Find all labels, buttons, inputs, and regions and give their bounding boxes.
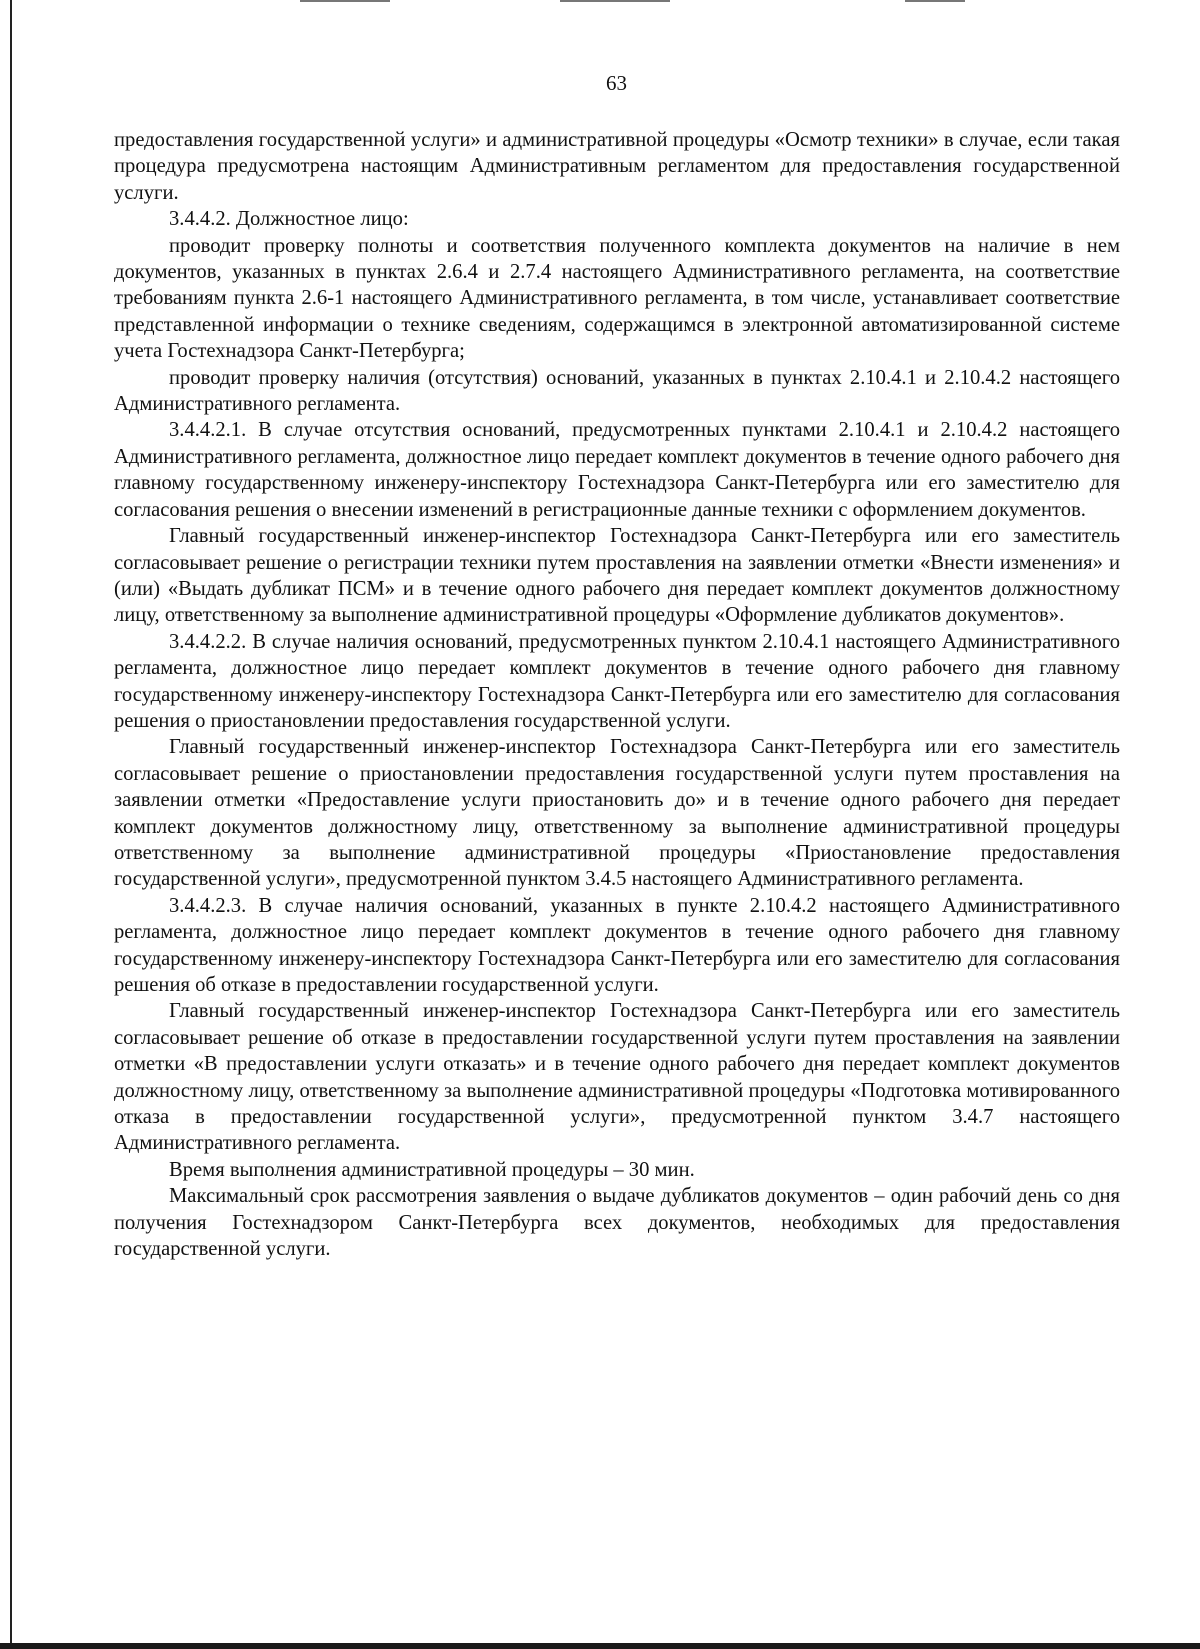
paragraph-grounds-check: проводит проверку наличия (отсутствия) оснований, указанных в пунктах 2.10.4.1 и 2.10.4.2 настоящего Административного регламента.: [114, 366, 1120, 416]
paragraph-maximum-term: Максимальный срок рассмотрения заявления о выдаче дубликатов документов – один рабочий день со дня получения Гостехнадзором Санкт-Петербурга всех документов, необходимых для предоставления государственной услуги.: [114, 1185, 1120, 1261]
scan-top-mark: [560, 0, 670, 2]
paragraph-clause-3-4-4-2-3: 3.4.4.2.3. В случае наличия оснований, указанных в пункте 2.10.4.2 настоящего Административного регламента, должностное лицо передает комплект документов в течение одного рабочего дня главному государственному инженеру-инспектору Гостехнадзора Санкт-Петербурга или его заместителю для согласования решения об отказе в предоставлении государственной услуги.: [114, 894, 1120, 996]
paragraph-execution-time: Время выполнения административной процедуры – 30 мин.: [169, 1158, 695, 1181]
scan-top-mark: [300, 0, 390, 2]
scan-top-mark: [905, 0, 965, 2]
scan-bottom-border: [0, 1643, 1200, 1649]
paragraph-refusal-approval: Главный государственный инженер-инспектор Гостехнадзора Санкт-Петербурга или его заместитель согласовывает решение об отказе в предоставлении государственной услуги путем проставления на заявлении отметки «В предоставлении услуги отказать» и в течение одного рабочего дня передает комплект документов должностному лицу, ответственному за выполнение административной процедуры «Подготовка мотивированного отказа в предоставлении государственной услуги», предусмотренной пунктом 3.4.7 настоящего Административного регламента.: [114, 1000, 1120, 1155]
paragraph-suspension-approval: Главный государственный инженер-инспектор Гостехнадзора Санкт-Петербурга или его заместитель согласовывает решение о приостановлении предоставления государственной услуги путем проставления на заявлении отметки «Предоставление услуги приостановить до» и в течение одного рабочего дня передает комплект документов должностному лицу, ответственному за выполнение административной процедуры ответственному за выполнение административной процедуры «Приостановление предоставления государственной услуги», предусмотренной пунктом 3.4.5 настоящего Административного регламента.: [114, 736, 1120, 891]
paragraph-clause-3-4-4-2-2: 3.4.4.2.2. В случае наличия оснований, предусмотренных пунктом 2.10.4.1 настоящего Административного регламента, должностное лицо передает комплект документов в течение одного рабочего дня главному государственному инженеру-инспектору Гостехнадзора Санкт-Петербурга или его заместителю для согласования решения о приостановлении предоставления государственной услуги.: [114, 630, 1120, 732]
paragraph-registration-approval: Главный государственный инженер-инспектор Гостехнадзора Санкт-Петербурга или его заместитель согласовывает решение о регистрации техники путем проставления на заявлении отметки «Внести изменения» и (или) «Выдать дубликат ПСМ» и в течение одного рабочего дня передает комплект документов должностному лицу, ответственному за выполнение административной процедуры «Оформление дубликатов документов».: [114, 525, 1120, 627]
scan-left-border: [10, 0, 12, 1649]
paragraph-clause-3-4-4-2: 3.4.4.2. Должностное лицо:: [169, 208, 409, 231]
document-body: [114, 127, 1120, 1262]
paragraph-continuation: предоставления государственной услуги» и административной процедуры «Осмотр техники» в случае, если такая процедура предусмотрена настоящим Административным регламентом для предоставления государственной услуги.: [114, 129, 1120, 204]
page-number: 63: [606, 71, 627, 95]
paragraph-completeness-check: проводит проверку полноты и соответствия полученного комплекта документов на наличие в нем документов, указанных в пунктах 2.6.4 и 2.7.4 настоящего Административного регламента, на соответствие требованиям пункта 2.6-1 настоящего Административного регламента, в том числе, устанавливает соответствие представленной информации о технике сведениям, содержащимся в электронной автоматизированной системе учета Гостехнадзора Санкт-Петербурга;: [114, 234, 1120, 363]
paragraph-clause-3-4-4-2-1: 3.4.4.2.1. В случае отсутствия оснований, предусмотренных пунктами 2.10.4.1 и 2.10.4.2 настоящего Административного регламента, должностное лицо передает комплект документов в течение одного рабочего дня главному государственному инженеру-инспектору Гостехнадзора Санкт-Петербурга или его заместителю для согласования решения о внесении изменений в регистрационные данные техники с оформлением документов.: [114, 419, 1120, 521]
